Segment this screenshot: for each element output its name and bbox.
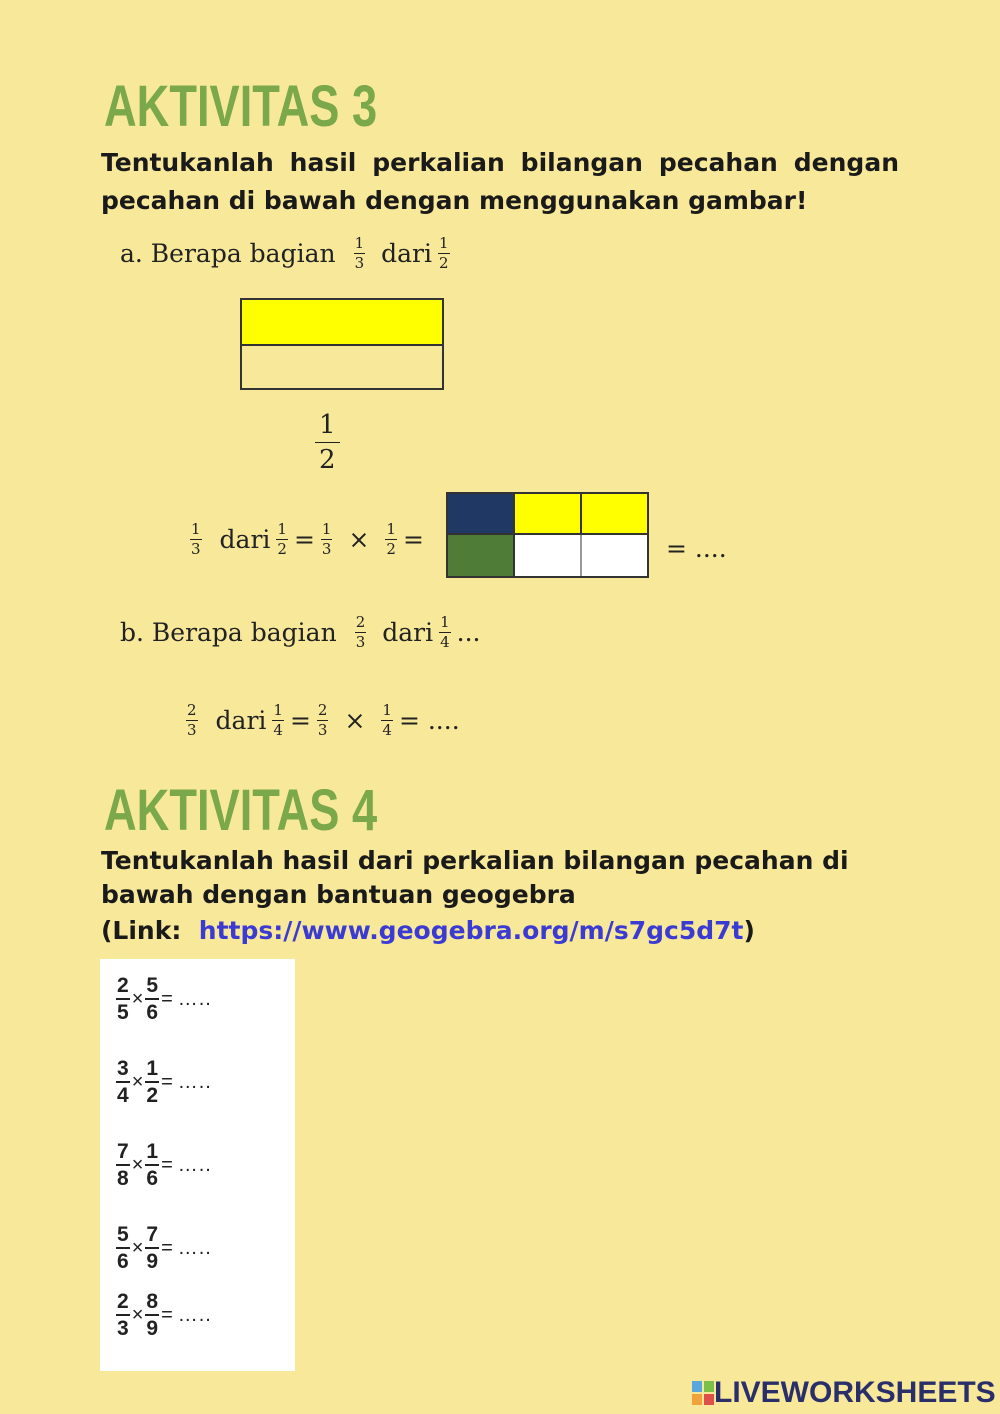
fraction: $\frac{1}{2}$ (386, 520, 396, 558)
exercise-item: $\frac{5}{6}$ × $\frac{7}{9}$ = ….. (117, 1223, 212, 1273)
fraction: $\frac{2}{3}$ (355, 613, 366, 651)
part-a-prefix: a. Berapa bagian (120, 239, 336, 268)
cell-empty (582, 535, 647, 576)
fraction: $\frac{2}{3}$ (117, 1290, 129, 1340)
part-a-result: = .... (666, 534, 727, 563)
answer-blank[interactable]: ….. (177, 1153, 212, 1176)
fraction: $\frac{2}{5}$ (117, 974, 129, 1024)
exercise-item: $\frac{7}{8}$ × $\frac{1}{6}$ = ….. (117, 1140, 212, 1190)
fraction: $\frac{1}{6}$ (146, 1140, 159, 1190)
part-a-question: a. Berapa bagian $\frac{1}{3}$ dari $\frac{1}{2}$ (120, 234, 449, 272)
fraction: $\frac{1}{2}$ (277, 520, 287, 558)
cell-empty (515, 535, 582, 576)
part-b-question: b. Berapa bagian $\frac{2}{3}$ dari $\frac{1}{4}$ ... (120, 613, 481, 651)
exercise-item: $\frac{3}{4}$ × $\frac{1}{2}$ = ….. (117, 1057, 212, 1107)
fraction: $\frac{1}{2}$ (439, 234, 449, 272)
fraction: $\frac{1}{4}$ (382, 701, 392, 739)
fraction: $\frac{1}{3}$ (191, 520, 201, 558)
cell-yellow (515, 494, 582, 535)
fraction: $\frac{1}{3}$ (321, 520, 332, 558)
liveworksheets-brand: LIVEWORKSHEETS (714, 1376, 996, 1409)
answer-blank[interactable]: ….. (177, 1236, 212, 1259)
half-diagram (240, 298, 444, 390)
fraction: $\frac{3}{4}$ (117, 1057, 129, 1107)
answer-blank[interactable]: ….. (177, 987, 212, 1010)
cell-green (448, 535, 515, 576)
fraction: $\frac{8}{9}$ (146, 1290, 159, 1340)
fraction: $\frac{2}{3}$ (187, 701, 197, 739)
fraction: $\frac{7}{8}$ (117, 1140, 129, 1190)
activity3-instruction: Tentukanlah hasil perkalian bilangan pecahan dengan pecahan di bawah dengan menggunakan gambar! (101, 148, 899, 215)
fraction: $\frac{5}{6}$ (117, 1223, 129, 1273)
fraction: $\frac{1}{4}$ (440, 613, 450, 651)
fraction: $\frac{7}{9}$ (146, 1223, 159, 1273)
shaded-half (242, 300, 442, 346)
liveworksheets-logo-icon (692, 1381, 714, 1405)
part-b-prefix: b. Berapa bagian (120, 618, 337, 647)
part-a-equation: $\frac{1}{3}$ dari $\frac{1}{2}$ = $\frac{1}{3}$ × $\frac{1}{2}$ = (191, 520, 424, 558)
answer-blank[interactable]: ….. (177, 1303, 212, 1326)
fraction: $\frac{1}{3}$ (354, 234, 365, 272)
cell-yellow (582, 494, 647, 535)
liveworksheets-logo (692, 1376, 996, 1410)
geogebra-link[interactable]: https://www.geogebra.org/m/s7gc5d7t (198, 916, 744, 945)
fraction: $\frac{1}{2}$ (146, 1057, 159, 1107)
exercise-box (100, 959, 295, 1371)
cell-navy (448, 494, 515, 535)
activity4-title: AKTIVITAS 4 (104, 778, 378, 843)
activity3-title: AKTIVITAS 3 (104, 74, 378, 139)
fraction: $\frac{1}{4}$ (273, 701, 283, 739)
fraction: $\frac{1}{2}$ (315, 412, 340, 473)
fraction: $\frac{2}{3}$ (317, 701, 328, 739)
activity4-instruction: Tentukanlah hasil dari perkalian bilangan pecahan di bawah dengan bantuan geogebra (101, 846, 849, 909)
answer-blank[interactable]: ….. (177, 1070, 212, 1093)
sixths-diagram (446, 492, 649, 578)
activity4-link-line: (Link: https://www.geogebra.org/m/s7gc5d7t) (101, 916, 755, 945)
fraction: $\frac{5}{6}$ (146, 974, 159, 1024)
exercise-item: $\frac{2}{3}$ × $\frac{8}{9}$ = ….. (117, 1290, 212, 1340)
part-b-equation: $\frac{2}{3}$ dari $\frac{1}{4}$ = $\frac{2}{3}$ × $\frac{1}{4}$ = .... (187, 701, 460, 739)
half-caption (315, 412, 340, 473)
exercise-item: $\frac{2}{5}$ × $\frac{5}{6}$ = ….. (117, 974, 212, 1024)
